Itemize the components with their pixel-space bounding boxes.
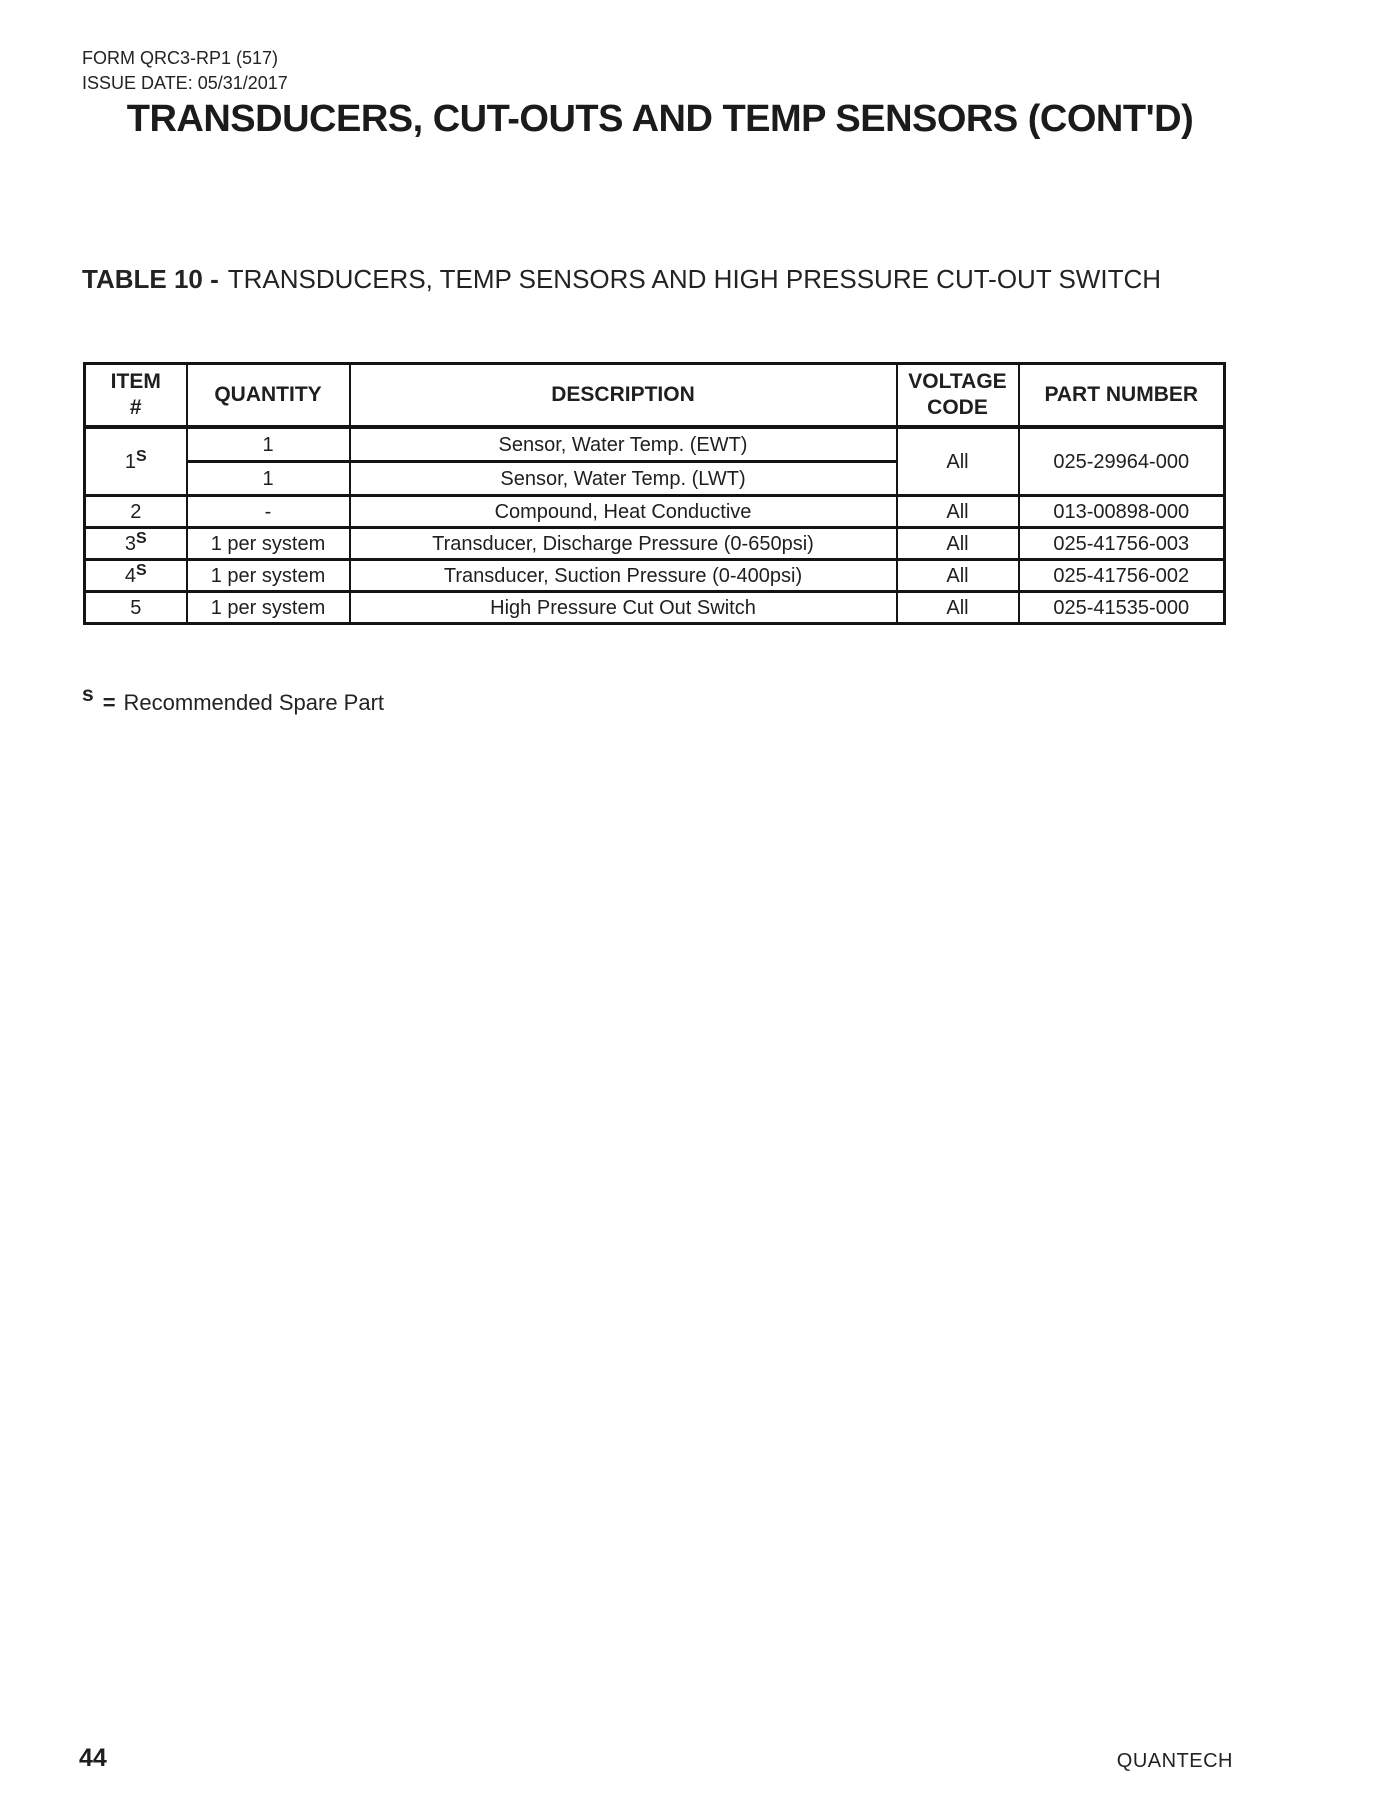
column-header-part-number: PART NUMBER [1019,364,1225,428]
description-cell: Transducer, Discharge Pressure (0-650psi) [350,528,897,560]
table-row [85,592,1225,624]
table-row [85,528,1225,560]
item-number: 2 [130,500,142,523]
spare-part-superscript: S [135,447,147,465]
part-number-cell: 025-29964-000 [1019,427,1225,496]
description-cell: Sensor, Water Temp. (LWT) [350,462,897,496]
column-header-item [85,364,187,428]
footnote [82,683,385,716]
voltage-code-cell: All [897,560,1019,592]
item-number-cell [85,560,187,592]
table-row [85,427,1225,462]
voltage-code-cell: All [897,528,1019,560]
quantity-cell: 1 per system [187,592,350,624]
description-cell: Compound, Heat Conductive [350,496,897,528]
item-number-cell [85,496,187,528]
quantity-cell: 1 [187,462,350,496]
description-cell: High Pressure Cut Out Switch [350,592,897,624]
part-number-cell: 025-41756-002 [1019,560,1225,592]
column-header-item-line2: # [129,396,142,419]
column-header-voltage-line1: VOLTAGE [908,370,1007,393]
form-number: FORM QRC3-RP1 (517) [82,48,279,68]
item-number-cell [85,427,187,496]
quantity-cell: 1 [187,427,350,462]
spare-part-superscript: S [135,561,147,579]
quantity-cell: - [187,496,350,528]
item-number: 3 [124,532,136,555]
page-number: 44 [79,1744,107,1772]
voltage-code-cell: All [897,592,1019,624]
footnote-text: Recommended Spare Part [123,690,385,715]
item-number-cell [85,528,187,560]
column-header-quantity: QUANTITY [187,364,350,428]
brand-name: QUANTECH [1116,1750,1233,1772]
part-number-cell: 013-00898-000 [1019,496,1225,528]
column-header-description: DESCRIPTION [350,364,897,428]
part-number-cell: 025-41535-000 [1019,592,1225,624]
description-cell: Sensor, Water Temp. (EWT) [350,427,897,462]
item-number: 5 [130,596,142,619]
table-header-row [85,364,1225,428]
column-header-item-line1: ITEM [110,370,161,393]
quantity-cell: 1 per system [187,528,350,560]
column-header-voltage-code [897,364,1019,428]
parts-table [83,362,1226,625]
description-cell: Transducer, Suction Pressure (0-400psi) [350,560,897,592]
part-number-cell: 025-41756-003 [1019,528,1225,560]
voltage-code-cell: All [897,427,1019,496]
table-caption [82,264,1161,295]
column-header-voltage-line2: CODE [927,396,988,419]
quantity-cell: 1 per system [187,560,350,592]
table-row [85,560,1225,592]
footnote-superscript: s [82,683,94,706]
document-header [82,46,288,96]
item-number-cell [85,592,187,624]
issue-date: ISSUE DATE: 05/31/2017 [82,73,288,93]
spare-part-superscript: S [135,529,147,547]
item-number: 4 [124,564,136,587]
table-caption-text: TRANSDUCERS, TEMP SENSORS AND HIGH PRESSURE CUT-OUT SWITCH [227,264,1161,294]
item-number: 1 [124,450,136,473]
footnote-equals: = [102,690,116,715]
table-caption-label: TABLE 10 - [82,264,219,294]
voltage-code-cell: All [897,496,1019,528]
page-title: TRANSDUCERS, CUT-OUTS AND TEMP SENSORS (CONT'D) [126,98,1194,140]
table-row [85,496,1225,528]
